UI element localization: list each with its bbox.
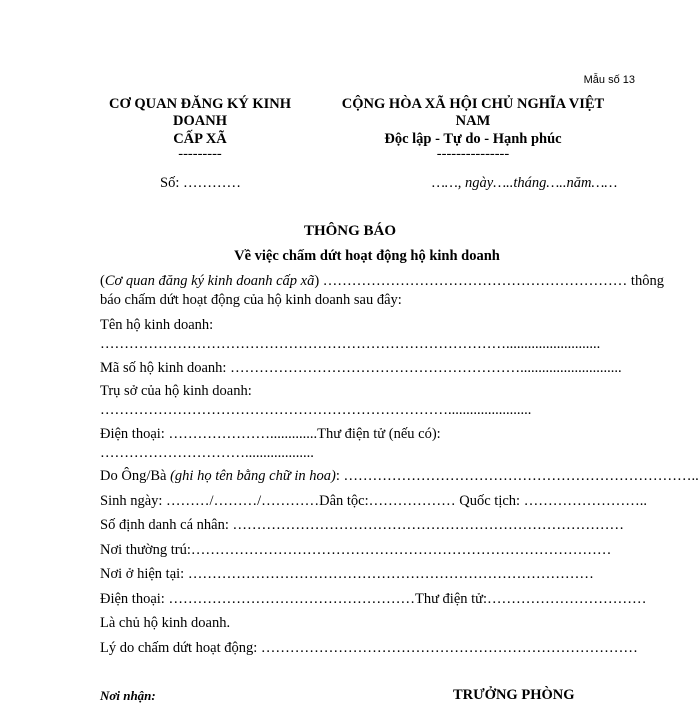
agency-rule: --------- [178,146,222,163]
owner-phone-line: Điện thoại: ……………………………………………Thư điện tử:…………………………… [100,591,647,607]
recipients-label: Nơi nhận: [100,688,156,703]
head-office-dots: ………………………………………………………………....................... [100,402,532,418]
reason-line: Lý do chấm dứt hoạt động: …………………………………………………………………… [100,640,638,656]
phone-email-line: Điện thoại: ………………….............Thư điện tử (nếu có): [100,426,441,442]
document-subtitle: Về việc chấm dứt hoạt động hộ kinh doanh [234,248,500,264]
document-title: THÔNG BÁO [303,223,397,239]
agency-line-2: DOANH [173,113,227,130]
head-office-label: Trụ sở của hộ kinh doanh: [100,383,252,399]
phone-email-dots: …………………………................... [100,445,314,461]
current-address-line: Nơi ở hiện tại: ………………………………………………………………………… [100,566,594,582]
document-number: Số: ………… [160,175,241,191]
owner-note: Là chủ hộ kinh doanh. [100,615,231,631]
intro-rest: ) ……………………………………………………… thông [314,273,664,289]
nation-motto: Độc lập - Tự do - Hạnh phúc [384,130,562,147]
form-code: Mẫu số 13 [583,74,635,86]
nation-header [318,96,628,163]
document-date: ……, ngày…..tháng…..năm…… [432,175,618,191]
agency-line-1: CƠ QUAN ĐĂNG KÝ KINH [108,96,292,112]
business-name-label: Tên hộ kinh doanh: [100,317,214,333]
nation-line-1: CỘNG HÒA XÃ HỘI CHỦ NGHĨA VIỆT [341,96,605,112]
owner-dots: : ……………………………………………………………….. [335,468,699,484]
owner-label: Do Ông/Bà [100,468,171,484]
intro-line-1 [100,273,664,290]
nation-line-2: NAM [455,113,491,130]
owner-line [100,468,699,485]
agency-header [95,96,305,163]
intro-open-paren: ( [100,273,105,289]
dob-line: Sinh ngày: ………/………/…………Dân tộc:……………… Quốc tịch: …………………….. [100,493,647,509]
intro-agency: Cơ quan đăng ký kinh doanh cấp xã [104,273,315,289]
business-name-dots: ………………………………………………………………………….......................... [100,336,601,352]
signer-title: TRƯỞNG PHÒNG [453,687,575,703]
intro-line-2: báo chấm dứt hoạt động của hộ kinh doanh sau đây: [100,292,402,308]
id-line: Số định danh cá nhân: ……………………………………………………………………… [100,517,624,533]
owner-hint: (ghi họ tên bằng chữ in hoa) [170,468,336,484]
agency-line-3: CẤP XÃ [173,130,227,147]
residence-line: Nơi thường trú:…………………………………………………………………………… [100,542,612,558]
business-code-line: Mã số hộ kinh doanh: ……………………………………………………............................ [100,360,622,376]
nation-rule: --------------- [436,146,510,163]
